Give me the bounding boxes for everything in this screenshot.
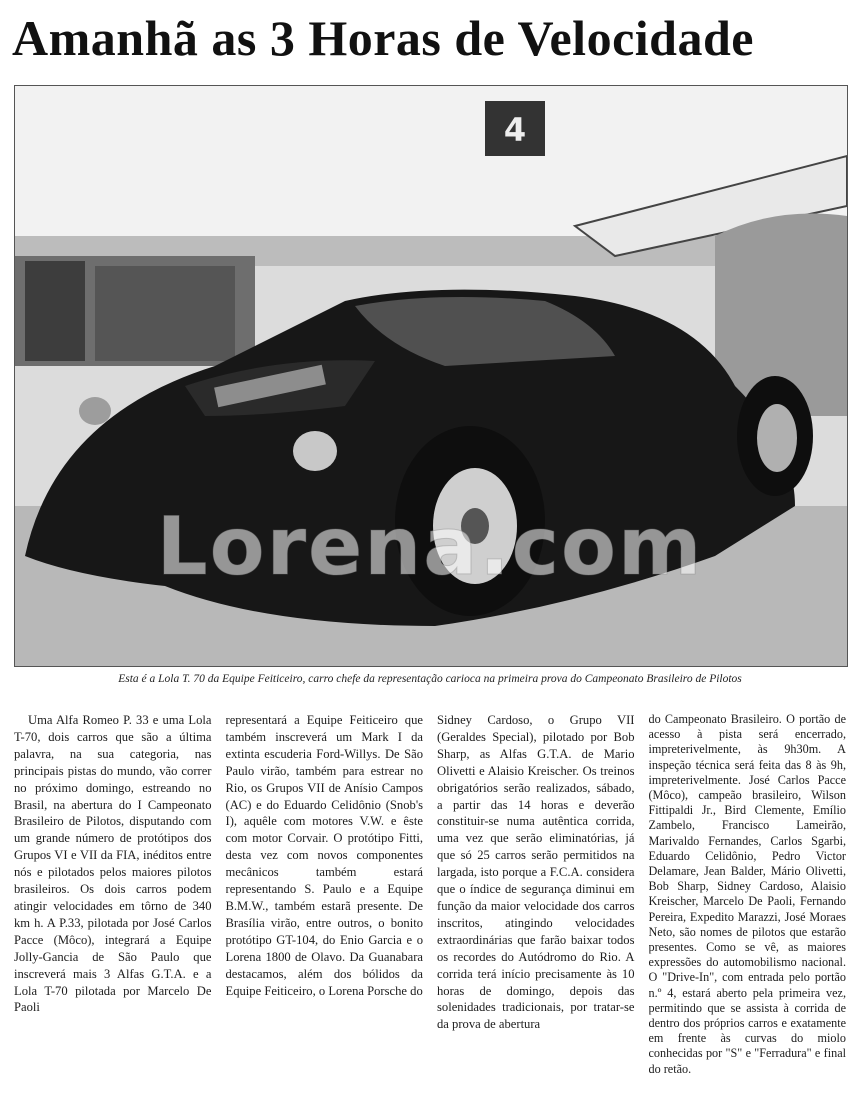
- photo-caption: Esta é a Lola T. 70 da Equipe Feiticeiro, carro chefe da representação carioca na primeira prova do Campeonato Brasileiro de Pilotos: [118, 673, 742, 685]
- column-1-text: Uma Alfa Romeo P. 33 e uma Lola T-70, dois carros que são a última palavra, na sua categoria, nas principais pistas do mundo, vão correr no próximo domingo, estreando no Brasil, na abertura do I Campeonato Brasileiro de Pilotos, disputando com um grande número de protótipos dos Grupos VI e VII da FIA, inéditos entre nós e pilotados pelos maiores pilotos brasileiros. Os dois carros podem atingir velocidades em tôrno de 340 km h. A P.33, pilotada por José Carlos Pacce (Môco), integrará a Equipe Jolly-Gancia de São Paulo que inscreverá mais 3 Alfas G.T.A. e a Lola T-70 pilotada por Marcelo De Paoli: [14, 713, 212, 1015]
- article-column-4: [649, 712, 847, 1114]
- plate-number-text: 4: [503, 111, 527, 149]
- lola-t70-photo-illustration: [15, 86, 847, 666]
- article-column-1: [14, 712, 212, 1114]
- article-column-2: [226, 712, 424, 1114]
- column-3-text: Sidney Cardoso, o Grupo VII (Geraldes Special), pilotado por Bob Sharp, as Alfas G.T.A. de Mario Olivetti e Alaisio Kreischer. Os treinos obrigatórios serão realizados, sábado, a partir das 14 horas e deverão constituir-se numa autêntica corrida, uma vez que serão eliminatórias, já que só 25 carros serão permitidos na largada, isto porque a F.C.A. considera que o índice de segurança diminui em função da maior velocidade dos carros inscritos, atingindo velocidades extraordinárias que farão baixar todos os recordes do Autódromo do Rio. A corrida terá início precisamente às 10 horas de domingo, depois das solenidades tradicionais, por tratar-se da prova de abertura: [437, 713, 635, 1032]
- race-car-photo: [14, 85, 848, 667]
- article-column-3: [437, 712, 635, 1114]
- watermark: Lorena.com: [156, 500, 704, 593]
- column-4-text: do Campeonato Brasileiro. O portão de acesso à pista será encerrado, impreterivelmente, às 9h30m. A inspeção técnica será feita das 8 às 9h, impreterivelmente. José Carlos Pacce (Môco), campeão brasileiro, Wilson Fittipaldi Jr., Bird Clemente, Emílio Zambelo, Francisco Lameirão, Marivaldo Fernandes, Carlos Sgarbi, Eduardo Celidônio, Pedro Victor Delamare, Jean Balder, Mário Olivetti, Bob Sharp, Sidney Cardoso, Alaisio Kreischer, Marcelo De Paoli, Fernando Pereira, Expedito Marazzi, José Moraes Neto, são nomes de pilotos que estarão presentes. Como se vê, as maiores expressões do automobilismo nacional. O "Drive-In", com entrada pelo portão n.º 4, estará aberto pela primeira vez, permitindo que se assista à corrida de dentro dos próprios carros e exatamente em frente às curvas do miolo conhecidas por "S" e "Ferradura" e final do retão.: [648, 712, 846, 1076]
- article-body: [14, 712, 846, 1114]
- column-2-text: representará a Equipe Feiticeiro que também inscreverá um Mark I da extinta escuderia Ford-Willys. De São Paulo virão, também para estrear no Rio, os Grupos VII de Anísio Campos (AC) e do Eduardo Celidônio (Snob's I), aquêle com motores V.W. e êste com motor Corvair. O protótipo Fitti, desta vez com novos componentes mecânicos também estará representando S. Paulo e a Equipe B.M.W., também estarã presente. De Brasília virão, entre outros, o bonito protótipo GT-104, do Enio Garcia e o Lorena 1800 de Olavo. Da Guanabara destacamos, além dos bólidos da Equipe Feiticeiro, o Lorena Porsche do: [225, 713, 423, 998]
- headline: Amanhã as 3 Horas de Velocidade: [12, 10, 754, 66]
